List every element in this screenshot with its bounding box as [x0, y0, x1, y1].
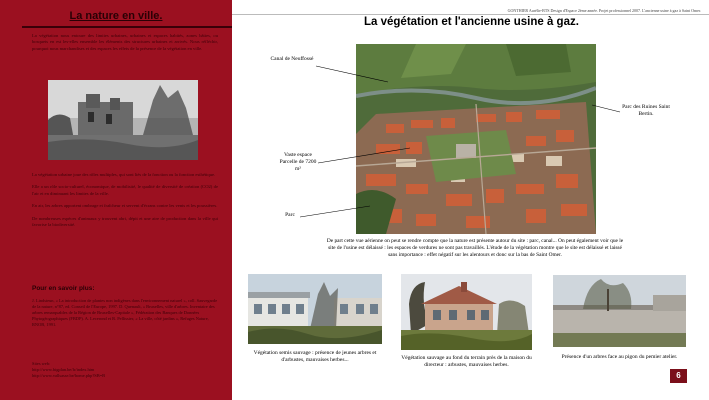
paragraph-2: La végétation urbaine joue des rôles multiples, qui sont liés de la fonction ou la fonction esthétique.	[32, 172, 216, 177]
left-title: La nature en ville.	[69, 10, 163, 22]
paragraph-5: De nombreuses espèces d'animaux y trouvent abri, dépit et une aire de production dans la ville qui favorise la biodiversité.	[32, 215, 218, 228]
photo-maison-directeur	[401, 274, 532, 350]
roles-paragraphs	[32, 172, 218, 234]
left-panel	[0, 0, 232, 400]
paragraph-1: La végétation nous entoure des limites urbaines, urbaines et espaces habités, zones bâties, ou bosquets en est les-elles ensemble les éléments des structures urbaines et arrivés. Nous réfléchir, pourquoi nous marchandises et des espaces les effets de la présence de la végétation en ville.	[32, 33, 218, 51]
ruins-photo	[48, 80, 198, 160]
callout-canal: Canal de Neuffossé	[270, 56, 314, 62]
link-vallsasse[interactable]: http://www.vallsasse.be/home.php?SB=B	[32, 373, 106, 378]
callout-vaste-espace: Vaste espace Parcelle de 7200 m²	[279, 152, 317, 172]
paragraph-4: En air, les arbres apportent ombrage et fraîcheur et servent d'écrans contre les vents et les poussières.	[32, 203, 218, 209]
callout-parc: Parc	[285, 212, 295, 218]
caption-photo-3: Présence d'un arbres face au pigon du pemier atelier.	[561, 354, 678, 360]
photo-semis-sauvage	[248, 274, 382, 344]
photo-pigon-atelier	[553, 275, 686, 347]
callout-ruines: Parc des Ruines Saint Bertin.	[622, 104, 670, 117]
header-meta: GONTHIER Aurélie-BTS Design d'Espace 2ème année. Projet professionnel 2007. L'ancienne usine à gaz à Saint Omer.	[507, 8, 701, 13]
aerial-caption: De part cette vue aérienne on peut se rendre compte que la nature est présente autour du site : parc, canal... On peut également voir que le site de l'usine est délaissé : les espaces de verdures ne sont pas travaillés. L'étude de la végétation montre que le site est délaissé et laissé sans importance : effet négatif sur les alentours et donc sur la bas de Saint Omer.	[326, 238, 624, 258]
read-more-heading: Pour en savoir plus:	[32, 285, 95, 292]
ruins-image	[48, 80, 198, 160]
intro-paragraph	[32, 33, 218, 58]
caption-photo-2: Végétation sauvage au fond du terrain près de la maison du directeur : arbustes, mauvaises herbes.	[401, 355, 532, 369]
link-bigplan[interactable]: http://www.bigplan.be/fr/index.htm	[32, 367, 95, 372]
page-number: 6	[670, 369, 687, 383]
page-title: La végétation et l'ancienne usine à gaz.	[364, 16, 579, 28]
title-rule	[22, 26, 232, 28]
aerial-photo	[356, 44, 596, 234]
paragraph-3: Elle a un rôle socio-culturel, économique, de mobilisité, le qualité de diversité de création (CO2) de l'air et en diminuant les limites de la ville.	[32, 184, 218, 196]
sites-label: Sites web:	[32, 361, 51, 366]
references: J. Lindsteun, « La introduction de plantes non indigènes dans l'environnement naturel », coll. Sauvegarde de la nature, n°87, ed. Conseil de l'Europe, 1997. D. Quenault, « Bruxelles, ville d'arbres. Inventaire des arbres remarquables de la Région de Bruxelles-Capitale », Fédération des Banques de Données Phytogéographiques (FBDP). A. Lecerond et R. Pellissier, « La ville, côté jardins », Refuges Nature, RNOB, 1991.	[32, 298, 218, 327]
web-links	[32, 361, 222, 379]
header-rule	[232, 14, 709, 15]
caption-photo-1: Végétation semis sauvage : présence de jeunes arbres et d'arbustes, mauvaises herbes...	[253, 350, 377, 364]
aerial-image	[356, 44, 596, 234]
